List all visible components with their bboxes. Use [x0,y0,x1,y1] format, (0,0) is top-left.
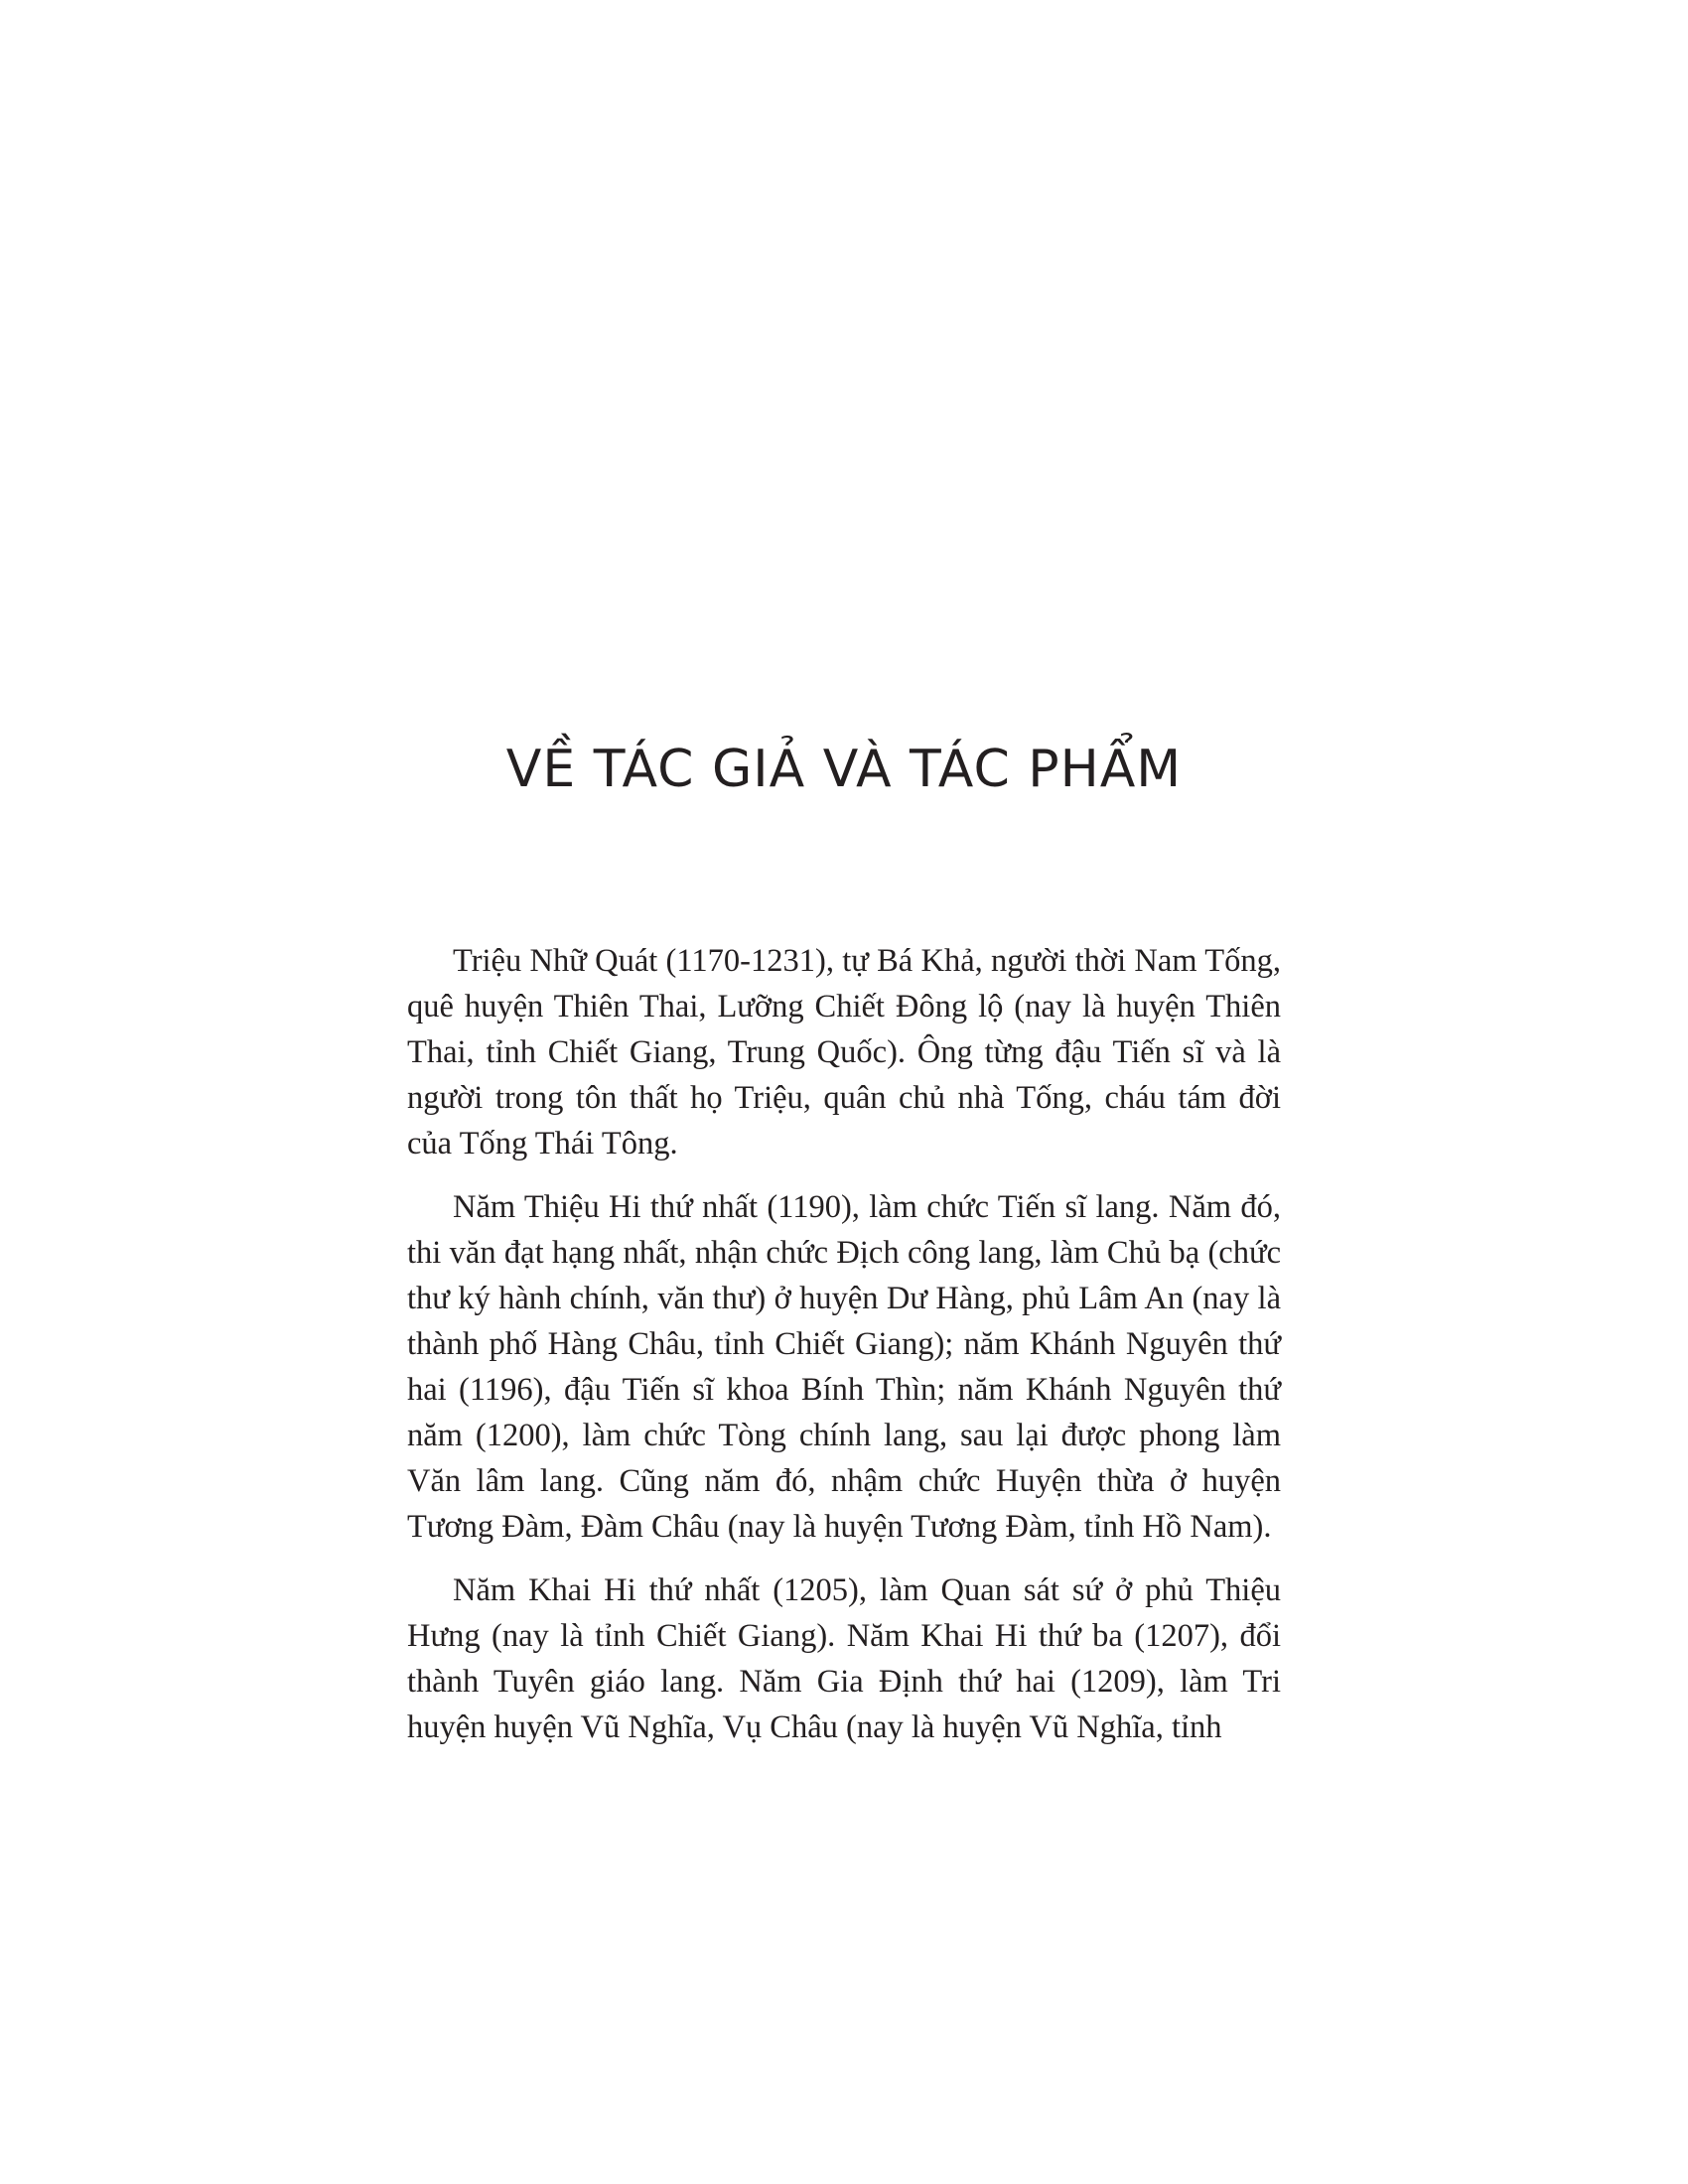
chapter-title: VỀ TÁC GIẢ VÀ TÁC PHẨM [505,740,1183,799]
paragraph-1: Triệu Nhữ Quát (1170-1231), tự Bá Khả, người thời Nam Tống, quê huyện Thiên Thai, Lưỡng Chiết Đông lộ (nay là huyện Thiên Thai, tỉnh Chiết Giang, Trung Quốc). Ông từng đậu Tiến sĩ và là người trong tôn thất họ Triệu, quân chủ nhà Tống, cháu tám đời của Tống Thái Tông. [407,943,1281,1161]
paragraph-2: Năm Thiệu Hi thứ nhất (1190), làm chức Tiến sĩ lang. Năm đó, thi văn đạt hạng nhất, nhận chức Địch công lang, làm Chủ bạ (chức thư ký hành chính, văn thư) ở huyện Dư Hàng, phủ Lâm An (nay là thành phố Hàng Châu, tỉnh Chiết Giang); năm Khánh Nguyên thứ hai (1196), đậu Tiến sĩ khoa Bính Thìn; năm Khánh Nguyên thứ năm (1200), làm chức Tòng chính lang, sau lại được phong làm Văn lâm lang. Cũng năm đó, nhậm chức Huyện thừa ở huyện Tương Đàm, Đàm Châu (nay là huyện Tương Đàm, tỉnh Hồ Nam). [407,1189,1281,1545]
paragraph-3: Năm Khai Hi thứ nhất (1205), làm Quan sát sứ ở phủ Thiệu Hưng (nay là tỉnh Chiết Giang). Năm Khai Hi thứ ba (1207), đổi thành Tuyên giáo lang. Năm Gia Định thứ hai (1209), làm Tri huyện huyện Vũ Nghĩa, Vụ Châu (nay là huyện Vũ Nghĩa, tỉnh [407,1572,1281,1745]
body-text [407,938,1281,1768]
